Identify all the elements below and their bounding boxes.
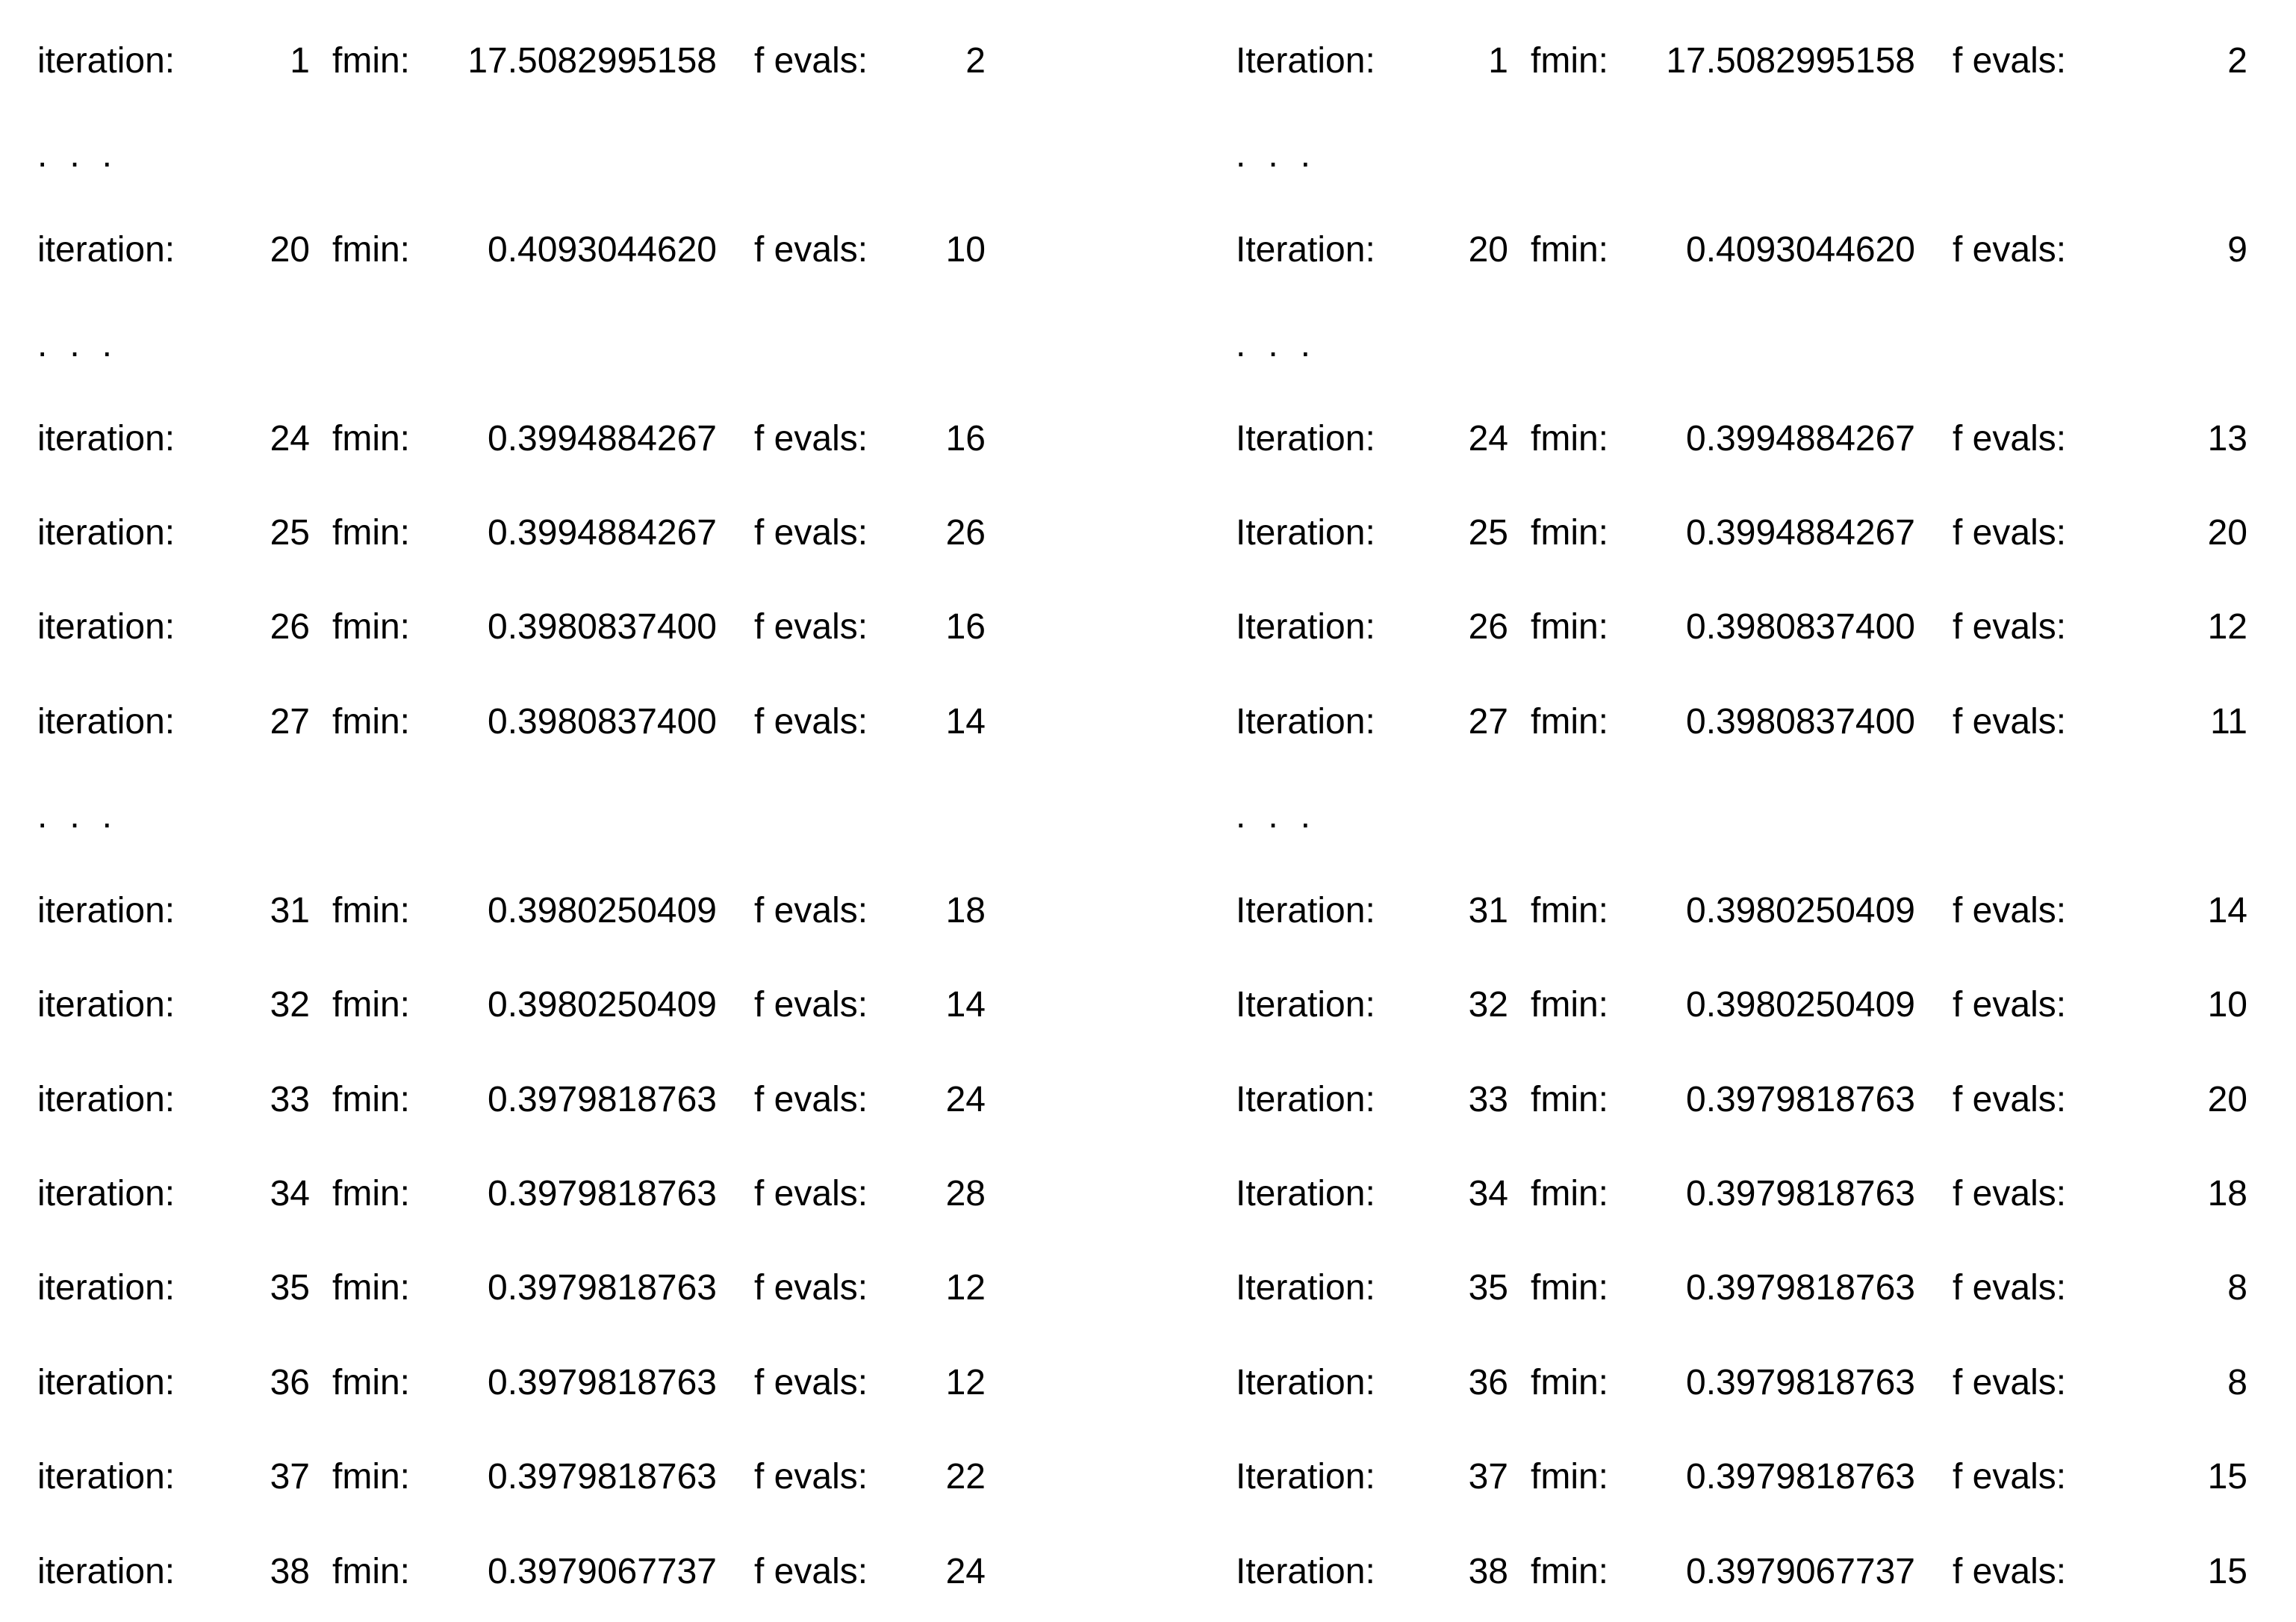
fevals-value: 14	[945, 985, 986, 1025]
fevals-label: f evals:	[1953, 1080, 2067, 1119]
fevals-value: 9	[2227, 230, 2247, 270]
fmin-label: fmin:	[1531, 1268, 1609, 1308]
iteration-number: 32	[1468, 985, 1508, 1025]
iteration-label: Iteration:	[1236, 513, 1375, 553]
ellipsis: ...	[1236, 325, 1334, 364]
iteration-number: 26	[1468, 607, 1508, 647]
iteration-number: 38	[1468, 1552, 1508, 1591]
fevals-value: 18	[2207, 1174, 2247, 1214]
iteration-label: iteration:	[37, 891, 175, 930]
fevals-value: 22	[945, 1457, 986, 1497]
iteration-label: iteration:	[37, 1268, 175, 1308]
iteration-label: Iteration:	[1236, 230, 1375, 270]
iteration-number: 20	[270, 230, 310, 270]
fevals-label: f evals:	[1953, 985, 2067, 1025]
iteration-number: 24	[1468, 419, 1508, 459]
fevals-label: f evals:	[1953, 1363, 2067, 1402]
left-log-panel	[37, 0, 1098, 1622]
iteration-label: Iteration:	[1236, 1268, 1375, 1308]
iteration-label: Iteration:	[1236, 607, 1375, 647]
fmin-value: 0.3979818763	[488, 1080, 717, 1119]
fmin-value: 0.3979067737	[488, 1552, 717, 1591]
iteration-number: 34	[270, 1174, 310, 1214]
fevals-label: f evals:	[1953, 1457, 2067, 1497]
iteration-number: 35	[1468, 1268, 1508, 1308]
fevals-label: f evals:	[1953, 1174, 2067, 1214]
fmin-value: 0.3979818763	[488, 1363, 717, 1402]
fmin-label: fmin:	[1531, 607, 1609, 647]
fmin-label: fmin:	[1531, 41, 1609, 81]
fmin-label: fmin:	[332, 1457, 411, 1497]
fmin-value: 0.3980837400	[1686, 607, 1915, 647]
fevals-value: 10	[945, 230, 986, 270]
fevals-value: 12	[945, 1363, 986, 1402]
fmin-label: fmin:	[332, 702, 411, 742]
fmin-label: fmin:	[332, 985, 411, 1025]
fevals-label: f evals:	[1953, 513, 2067, 553]
fmin-value: 0.3979818763	[1686, 1268, 1915, 1308]
fmin-label: fmin:	[332, 607, 411, 647]
fevals-label: f evals:	[754, 1268, 868, 1308]
fmin-value: 17.5082995158	[1666, 41, 1915, 81]
fmin-value: 0.4093044620	[488, 230, 717, 270]
fmin-label: fmin:	[332, 419, 411, 459]
fmin-label: fmin:	[1531, 1457, 1609, 1497]
iteration-number: 38	[270, 1552, 310, 1591]
fmin-label: fmin:	[1531, 419, 1609, 459]
fevals-label: f evals:	[1953, 1268, 2067, 1308]
fevals-value: 15	[2207, 1552, 2247, 1591]
iteration-label: iteration:	[37, 1552, 175, 1591]
iteration-label: iteration:	[37, 607, 175, 647]
fmin-label: fmin:	[1531, 230, 1609, 270]
iteration-number: 37	[270, 1457, 310, 1497]
fevals-label: f evals:	[1953, 702, 2067, 742]
iteration-number: 31	[1468, 891, 1508, 930]
fevals-label: f evals:	[754, 513, 868, 553]
fmin-value: 17.5082995158	[467, 41, 717, 81]
fevals-label: f evals:	[1953, 41, 2067, 81]
ellipsis: ...	[37, 796, 135, 836]
fevals-value: 16	[945, 607, 986, 647]
fmin-label: fmin:	[332, 41, 411, 81]
fevals-value: 14	[2207, 891, 2247, 930]
fevals-value: 24	[945, 1080, 986, 1119]
ellipsis: ...	[1236, 135, 1334, 175]
fmin-value: 0.3979818763	[1686, 1363, 1915, 1402]
iteration-number: 20	[1468, 230, 1508, 270]
fevals-value: 20	[2207, 513, 2247, 553]
fevals-label: f evals:	[1953, 1552, 2067, 1591]
fmin-value: 0.3979818763	[488, 1174, 717, 1214]
fmin-value: 0.3980250409	[488, 891, 717, 930]
fevals-label: f evals:	[1953, 230, 2067, 270]
iteration-number: 33	[270, 1080, 310, 1119]
fevals-label: f evals:	[754, 41, 868, 81]
fmin-label: fmin:	[1531, 891, 1609, 930]
ellipsis: ...	[37, 135, 135, 175]
fevals-value: 15	[2207, 1457, 2247, 1497]
fevals-label: f evals:	[754, 1363, 868, 1402]
fmin-label: fmin:	[1531, 1552, 1609, 1591]
fevals-label: f evals:	[1953, 419, 2067, 459]
fevals-value: 8	[2227, 1363, 2247, 1402]
fevals-value: 16	[945, 419, 986, 459]
fmin-label: fmin:	[332, 1552, 411, 1591]
fmin-value: 0.3994884267	[1686, 419, 1915, 459]
fmin-value: 0.3980250409	[1686, 985, 1915, 1025]
fevals-value: 8	[2227, 1268, 2247, 1308]
fevals-value: 10	[2207, 985, 2247, 1025]
iteration-label: iteration:	[37, 1363, 175, 1402]
iteration-label: iteration:	[37, 41, 175, 81]
iteration-number: 26	[270, 607, 310, 647]
fevals-value: 13	[2207, 419, 2247, 459]
iteration-label: iteration:	[37, 419, 175, 459]
fmin-label: fmin:	[332, 1363, 411, 1402]
fevals-label: f evals:	[754, 702, 868, 742]
iteration-label: Iteration:	[1236, 41, 1375, 81]
iteration-label: Iteration:	[1236, 1080, 1375, 1119]
iteration-number: 1	[290, 41, 310, 81]
fevals-value: 12	[2207, 607, 2247, 647]
fmin-value: 0.3994884267	[488, 419, 717, 459]
fevals-value: 2	[2227, 41, 2247, 81]
fmin-value: 0.3994884267	[488, 513, 717, 553]
fmin-value: 0.3979818763	[1686, 1174, 1915, 1214]
fevals-value: 12	[945, 1268, 986, 1308]
right-log-panel	[1236, 0, 2296, 1622]
fevals-value: 2	[965, 41, 986, 81]
fmin-label: fmin:	[332, 1174, 411, 1214]
fevals-label: f evals:	[754, 230, 868, 270]
fmin-value: 0.3979818763	[1686, 1080, 1915, 1119]
fmin-label: fmin:	[1531, 1363, 1609, 1402]
iteration-label: Iteration:	[1236, 419, 1375, 459]
fmin-label: fmin:	[332, 891, 411, 930]
fmin-value: 0.3980837400	[488, 607, 717, 647]
iteration-label: iteration:	[37, 702, 175, 742]
fmin-label: fmin:	[332, 230, 411, 270]
iteration-number: 37	[1468, 1457, 1508, 1497]
fmin-value: 0.3979818763	[488, 1268, 717, 1308]
fevals-value: 14	[945, 702, 986, 742]
iteration-number: 36	[1468, 1363, 1508, 1402]
fmin-label: fmin:	[1531, 702, 1609, 742]
fmin-label: fmin:	[1531, 1174, 1609, 1214]
fevals-label: f evals:	[754, 1174, 868, 1214]
fmin-value: 0.3994884267	[1686, 513, 1915, 553]
fevals-label: f evals:	[1953, 891, 2067, 930]
fmin-value: 0.3980250409	[1686, 891, 1915, 930]
iteration-label: iteration:	[37, 1457, 175, 1497]
fevals-value: 18	[945, 891, 986, 930]
iteration-label: Iteration:	[1236, 891, 1375, 930]
iteration-number: 34	[1468, 1174, 1508, 1214]
fmin-label: fmin:	[1531, 985, 1609, 1025]
iteration-number: 24	[270, 419, 310, 459]
iteration-number: 1	[1488, 41, 1508, 81]
iteration-label: Iteration:	[1236, 702, 1375, 742]
fevals-value: 11	[2210, 702, 2247, 742]
fevals-value: 28	[945, 1174, 986, 1214]
fevals-label: f evals:	[754, 891, 868, 930]
iteration-label: iteration:	[37, 230, 175, 270]
iteration-label: Iteration:	[1236, 985, 1375, 1025]
iteration-label: iteration:	[37, 1174, 175, 1214]
iteration-number: 32	[270, 985, 310, 1025]
iteration-label: Iteration:	[1236, 1363, 1375, 1402]
fmin-value: 0.3979818763	[1686, 1457, 1915, 1497]
fevals-value: 26	[945, 513, 986, 553]
iteration-number: 33	[1468, 1080, 1508, 1119]
ellipsis: ...	[37, 325, 135, 364]
fevals-label: f evals:	[754, 419, 868, 459]
fevals-value: 20	[2207, 1080, 2247, 1119]
fmin-value: 0.3979818763	[488, 1457, 717, 1497]
iteration-label: iteration:	[37, 1080, 175, 1119]
iteration-label: Iteration:	[1236, 1457, 1375, 1497]
fmin-label: fmin:	[332, 513, 411, 553]
fmin-value: 0.4093044620	[1686, 230, 1915, 270]
fevals-label: f evals:	[754, 1457, 868, 1497]
fmin-value: 0.3979067737	[1686, 1552, 1915, 1591]
iteration-number: 35	[270, 1268, 310, 1308]
iteration-number: 31	[270, 891, 310, 930]
ellipsis: ...	[1236, 796, 1334, 836]
fmin-label: fmin:	[1531, 513, 1609, 553]
fmin-value: 0.3980837400	[488, 702, 717, 742]
iteration-number: 25	[1468, 513, 1508, 553]
fevals-label: f evals:	[754, 985, 868, 1025]
iteration-number: 27	[270, 702, 310, 742]
fevals-label: f evals:	[754, 1080, 868, 1119]
iteration-label: Iteration:	[1236, 1174, 1375, 1214]
iteration-label: iteration:	[37, 985, 175, 1025]
iteration-number: 27	[1468, 702, 1508, 742]
iteration-number: 36	[270, 1363, 310, 1402]
fmin-label: fmin:	[332, 1268, 411, 1308]
iteration-label: iteration:	[37, 513, 175, 553]
fmin-value: 0.3980837400	[1686, 702, 1915, 742]
fmin-value: 0.3980250409	[488, 985, 717, 1025]
fevals-label: f evals:	[1953, 607, 2067, 647]
fevals-label: f evals:	[754, 607, 868, 647]
fevals-value: 24	[945, 1552, 986, 1591]
iteration-number: 25	[270, 513, 310, 553]
fmin-label: fmin:	[1531, 1080, 1609, 1119]
fmin-label: fmin:	[332, 1080, 411, 1119]
iteration-label: Iteration:	[1236, 1552, 1375, 1591]
fevals-label: f evals:	[754, 1552, 868, 1591]
